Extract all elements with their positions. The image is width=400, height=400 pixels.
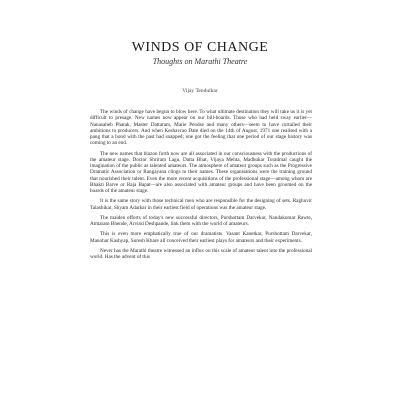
paragraph: The new names that blazon forth now are all associated in our consciousness with the productions of the amateur stage. Doctor Shriram Lagu, Datta Bhat, Vijaya Mehta, Madhukar Toradmal caught the imagination of the public as talented amateurs. The atmosphere of amateur groups such as the Progressive Dramatic Association or Rangayana clings to their names. These organisations were the training ground that nourished their talent. Even the more recent acquisitions of the professional stage—among whom are Bhakti Barve or Raja Bapat—are also associated with amateur groups and have been groomed on the boards of the amateur stage. — [90, 150, 312, 194]
paragraph: This is even more emphatically true of our dramatists. Vasant Kanetkar, Purshottam Darvekar, Manohar Kashyap, Suresh Khare all conceived their earliest plays for amateurs and their experiments. — [90, 231, 312, 244]
author-name: Vijay Tendulkar — [182, 88, 218, 94]
paragraph: Never has the Marathi theatre witnessed an influx on this scale of amateur talent into the professional world. Has the advent of this — [90, 247, 312, 260]
article-title: WINDS OF CHANGE — [131, 40, 269, 55]
article-body — [90, 109, 312, 264]
paragraph: The maiden efforts of today's new successful directors, Purshottam Darvekar, Nandakumar Rawte, Atmaram Bhende, Arvind Deshpande, link them with the world of amateurs. — [90, 214, 312, 227]
paragraph: The winds of change have begun to blow here. To what ultimate destination they will take us it is yet difficult to presage. New names now appear on our bill-boards. Those who had held sway earlier—Nanasaheb Phatak, Master Dattaram, Marie Pendse and many others—seem to have curtailed their ambitions to producers. And when Keshavrao Date died on the 14th of August, 1971 one realised with a pang that a bond with the past had snapped; one got the feeling that one period of our stage history was coming to an end. — [90, 109, 312, 147]
paragraph: It is the same story with those technical men who are responsible for the designing of sets. Raghuvir Talashikar, Shyam Adarkar in their earliest field of operations was the amateur stage. — [90, 198, 312, 211]
article-subtitle: Thoughts on Marathi Theatre — [152, 57, 248, 66]
